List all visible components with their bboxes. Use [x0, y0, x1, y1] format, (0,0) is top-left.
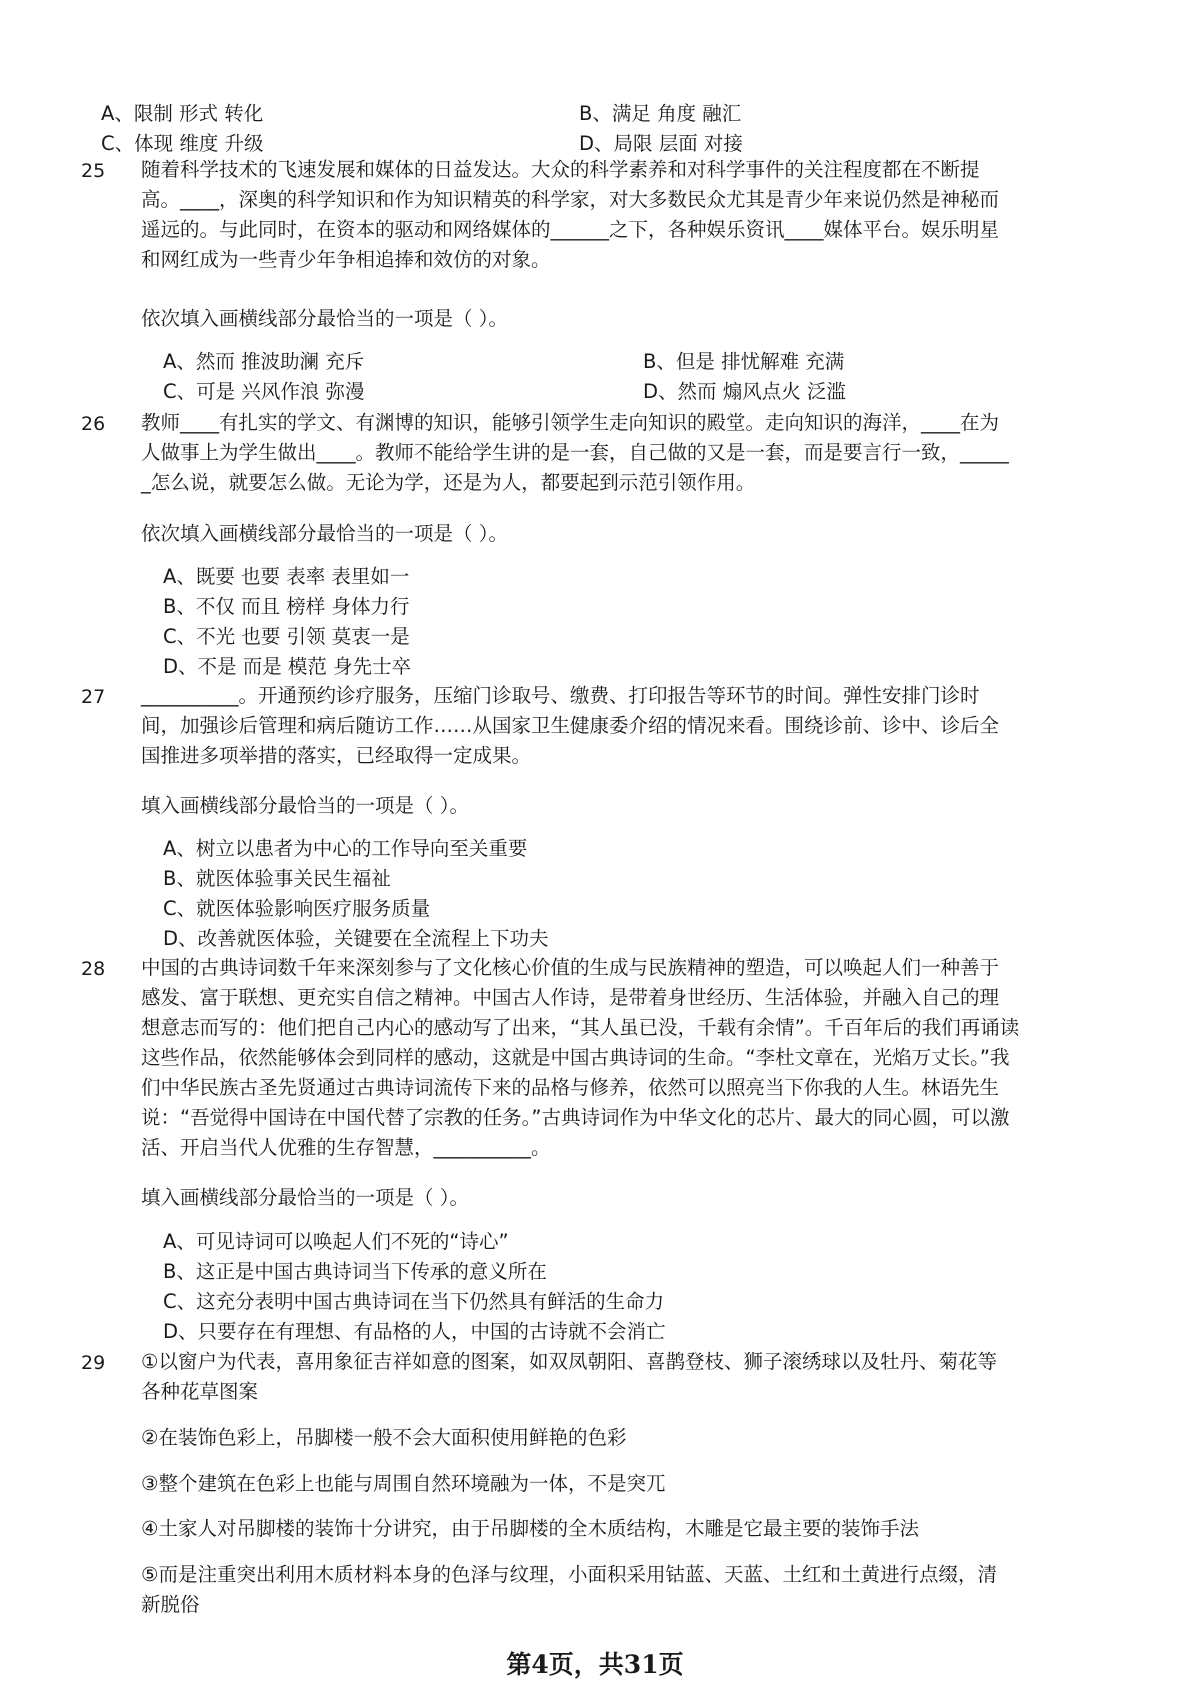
- q27-option-d: D、改善就医体验，关键要在全流程上下功夫: [163, 927, 549, 950]
- q27-option-b: B、就医体验事关民生福祉: [163, 867, 391, 890]
- q26-prompt: 依次填入画横线部分最恰当的一项是（ ）。: [141, 522, 508, 545]
- q28-text-line: 中国的古典诗词数千年来深刻参与了文化核心价值的生成与民族精神的塑造，可以唤起人们一种善于: [141, 956, 1000, 979]
- q28-text-line: 们中华民族古圣先贤通过古典诗词流传下来的品格与修养，依然可以照亮当下你我的人生。林语先生: [141, 1076, 1000, 1099]
- q26-option-c: C、不光 也要 引领 莫衷一是: [163, 625, 410, 648]
- q27-text-line: 国推进多项举措的落实，已经取得一定成果。: [141, 744, 532, 767]
- question-number: 29: [81, 1352, 106, 1374]
- page-footer: 第4页，共31页: [506, 1650, 684, 1679]
- q26-option-d: D、不是 而是 模范 身先士卒: [163, 655, 412, 678]
- q25-option-c: C、可是 兴风作浪 弥漫: [163, 380, 365, 403]
- q29-statement: ⑤而是注重突出利用木质材料本身的色泽与纹理，小面积采用钴蓝、天蓝、土红和土黄进行点缀，清: [141, 1563, 997, 1586]
- q25-option-b: B、但是 排忧解难 充满: [643, 350, 845, 373]
- q27-text-line: 间，加强诊后管理和病后随访工作……从国家卫生健康委介绍的情况来看。围绕诊前、诊中、诊后全: [141, 714, 1000, 737]
- q26-text-line: 教师____有扎实的学文、有渊博的知识，能够引领学生走向知识的殿堂。走向知识的海洋，____在为: [141, 411, 1000, 434]
- q28-option-c: C、这充分表明中国古典诗词在当下仍然具有鲜活的生命力: [163, 1290, 665, 1313]
- q24-option-b: B、满足 角度 融汇: [579, 102, 742, 125]
- q27-text-line: __________。开通预约诊疗服务，压缩门诊取号、缴费、打印报告等环节的时间。弹性安排门诊时: [141, 684, 980, 707]
- q29-statement: ①以窗户为代表，喜用象征吉祥如意的图案，如双凤朝阳、喜鹊登枝、狮子滚绣球以及牡丹、菊花等: [141, 1350, 997, 1373]
- q25-text-line: 高。____，深奥的科学知识和作为知识精英的科学家，对大多数民众尤其是青少年来说仍然是神秘而: [141, 188, 1000, 211]
- question-number: 28: [81, 958, 106, 980]
- question-number: 26: [81, 413, 106, 435]
- q26-text-line: 人做事上为学生做出____。教师不能给学生讲的是一套，自己做的又是一套，而是要言行一致，_____: [141, 441, 1009, 464]
- q26-option-b: B、不仅 而且 榜样 身体力行: [163, 595, 410, 618]
- question-number: 27: [81, 686, 106, 708]
- q26-text-line: _怎么说，就要怎么做。无论为学，还是为人，都要起到示范引领作用。: [141, 471, 756, 494]
- q24-option-d: D、局限 层面 对接: [579, 132, 743, 155]
- q27-option-c: C、就医体验影响医疗服务质量: [163, 897, 431, 920]
- q28-text-line: 想意志而写的：他们把自己内心的感动写了出来，“其人虽已没，千载有余情”。千百年后的我们再诵读: [141, 1016, 1020, 1039]
- q29-statement: ③整个建筑在色彩上也能与周围自然环境融为一体，不是突兀: [141, 1472, 666, 1495]
- q28-text-line: 这些作品，依然能够体会到同样的感动，这就是中国古典诗词的生命。“李杜文章在，光焰万丈长。”我: [141, 1046, 1010, 1069]
- q24-option-a: A、限制 形式 转化: [101, 102, 264, 125]
- q28-prompt: 填入画横线部分最恰当的一项是（ ）。: [141, 1186, 469, 1209]
- q28-option-a: A、可见诗词可以唤起人们不死的“诗心”: [163, 1230, 509, 1253]
- q24-option-c: C、体现 维度 升级: [101, 132, 264, 155]
- q29-statement: 新脱俗: [141, 1593, 200, 1616]
- q27-option-a: A、树立以患者为中心的工作导向至关重要: [163, 837, 528, 860]
- q25-text-line: 和网红成为一些青少年争相追捧和效仿的对象。: [141, 248, 551, 271]
- q29-statement: ②在装饰色彩上，吊脚楼一般不会大面积使用鲜艳的色彩: [141, 1426, 627, 1449]
- q25-option-a: A、然而 推波助澜 充斥: [163, 350, 365, 373]
- q27-prompt: 填入画横线部分最恰当的一项是（ ）。: [141, 794, 469, 817]
- question-number: 25: [81, 160, 106, 182]
- q28-option-d: D、只要存在有理想、有品格的人，中国的古诗就不会消亡: [163, 1320, 666, 1343]
- q25-prompt: 依次填入画横线部分最恰当的一项是（ ）。: [141, 307, 508, 330]
- q29-statement: 各种花草图案: [141, 1380, 259, 1403]
- q28-text-line: 感发、富于联想、更充实自信之精神。中国古人作诗，是带着身世经历、生活体验，并融入自己的理: [141, 986, 1000, 1009]
- q25-text-line: 遥远的。与此同时，在资本的驱动和网络媒体的______之下，各种娱乐资讯____媒体平台。娱乐明星: [141, 218, 1000, 241]
- q25-option-d: D、然而 煽风点火 泛滥: [643, 380, 846, 403]
- q25-text-line: 随着科学技术的飞速发展和媒体的日益发达。大众的科学素养和对科学事件的关注程度都在不断提: [141, 158, 980, 181]
- q28-option-b: B、这正是中国古典诗词当下传承的意义所在: [163, 1260, 547, 1283]
- q29-statement: ④土家人对吊脚楼的装饰十分讲究，由于吊脚楼的全木质结构，木雕是它最主要的装饰手法: [141, 1517, 919, 1540]
- q26-option-a: A、既要 也要 表率 表里如一: [163, 565, 410, 588]
- q28-text-line: 说：“吾觉得中国诗在中国代替了宗教的任务。”古典诗词作为中华文化的芯片、最大的同心圆，可以激: [141, 1106, 1010, 1129]
- q28-text-line: 活、开启当代人优雅的生存智慧，__________。: [141, 1136, 551, 1159]
